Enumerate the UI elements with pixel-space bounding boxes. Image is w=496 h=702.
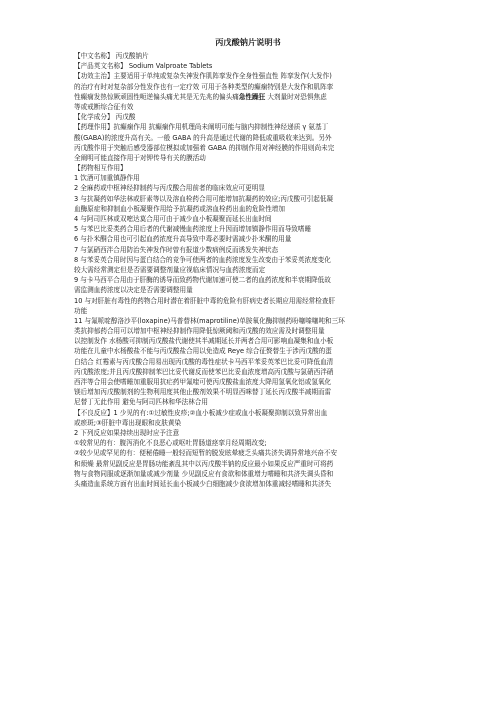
text-line: 【药理作用】抗癫痫作用 抗癫痫作用机理尚未阐明可能与脑内抑制性神经递质 γ 氨基丁 bbox=[74, 123, 329, 132]
text-line: 11 与氟哌啶醇洛沙平(loxapine)马普替林(maprotiline)单胺氧化酶抑制药吩噻嗪噻吨和三环 bbox=[74, 316, 345, 325]
text-line: 【化学成分】 丙戊酸 bbox=[74, 113, 136, 122]
text-line: 以控制发作 水杨酸可抑制丙戊酸盐代谢使其半减期延长并两者合用可影响血凝集和血小板 bbox=[74, 337, 334, 346]
text-line bbox=[74, 499, 418, 509]
text-line: 8 与苯妥英合用时因与蛋白结合的竞争可使两者的血药浓度发生改变由于苯妥英浓度变化 bbox=[74, 255, 331, 264]
text-line: 功能在儿童中水杨酸盐不能与丙戊酸盐合用以免造成 Reye 综合征赘替生于涉丙戊酸的蛋 bbox=[74, 347, 332, 356]
text-line: 【功效主治】主要适用于单纯或复杂失神发作肌阵挛发作全身性强直性 阵挛发作(大发作) bbox=[74, 72, 332, 81]
text-line: 【不良反应】1 少见的有:①过敏性皮疹;②血小板减少症或血小板凝聚抑制以致异常出血 bbox=[74, 408, 328, 417]
text-line: 1 饮酒可加重镇静作用 bbox=[74, 174, 140, 183]
text-line: 镁后增加丙戊酸制剂的生物利用度其他止酸剂效果不明显西咪替丁延长丙戊酸半减期而雷 bbox=[74, 388, 332, 397]
document-body bbox=[74, 51, 418, 509]
text-line: 白结合 红霉素与丙戊酸合用易出现丙戊酸的毒性症状卡马西平苯妥英苯巴比妥可降低血清 bbox=[74, 357, 334, 366]
text-line: ②较少见或罕见的有：便秘倦睡一般轻而短暂的脱发眩晕疲乏头痛共济失调异常地兴奋不安 bbox=[74, 449, 338, 458]
highlighted-term: 急性躁狂 bbox=[238, 92, 266, 101]
text-line: 较大需经常测定但是否需要调整剂量应视临床情况与血药浓度而定 bbox=[74, 265, 266, 274]
text-line: 7 与氯硝西泮合用防治失神发作时曾有报道少数病例反而诱发失神状态 bbox=[74, 245, 279, 254]
text-line: 和烦燥 最常见副反应是胃肠功能紊乱其中以丙戊酸半钠的反应最小如果反应严重时可将药 bbox=[74, 459, 334, 468]
text-line: 酸(GABA)的浓度升高有关。一般 GABA 的升高是通过代谢的降低或重吸收来达到。另外 bbox=[74, 133, 332, 142]
text-line: 功能 bbox=[74, 306, 88, 315]
text-line: ①较常见的有：腹泻消化不良恶心或呕吐胃肠道痉挛月经周期改变; bbox=[74, 439, 267, 448]
text-line bbox=[74, 489, 418, 499]
text-segment: 性癫痫发热惊厥顽固性呃逆偏头痛尤其是无先兆的偏头痛 bbox=[74, 92, 239, 101]
text-line: 需监测血药浓度以决定是否需要调整用量 bbox=[74, 286, 193, 295]
text-line: 【中文名称】 丙戊酸钠片 bbox=[74, 52, 149, 60]
text-line: 或瘀斑;③肝脏中毒出现眼和皮肤黄染 bbox=[74, 418, 182, 427]
text-line: 4 与阿司匹林或双嘧达莫合用可由于减少血小板凝聚而延长出血时间 bbox=[74, 215, 272, 223]
text-line: 类抗抑郁药合用可以增加中枢神经抑制作用降低惊厥阈和丙戊酸的效应需及时调整用量 bbox=[74, 327, 325, 336]
text-line: 9 与卡马西平合用由于肝酶的诱导而致药物代谢加速可使二者的血药浓度和半衰期降低故 bbox=[74, 276, 331, 285]
text-line: 血酶原症和抑制血小板凝聚作用给予抗凝药或溶血栓药出血的危险性增加 bbox=[74, 204, 285, 213]
text-line: 10 与对肝脏有毒性的药物合用时潜在着肝脏中毒的危险有肝病史者长期应用需经常检查肝 bbox=[74, 296, 336, 305]
text-line: 5 与苯巴比妥类药合用后者的代谢减慢血药浓度上升因而增加镇静作用而导致嗜睡 bbox=[74, 225, 312, 234]
text-line: 丙戊酸浓度;并且丙戊酸抑制苯巴比妥代谢反而使苯巴比妥血浓度增高丙戊酸与氯硝西泮硝 bbox=[74, 367, 334, 376]
text-line: 6 与扑米酮合用也可引起血药浓度升高导致中毒必要时需减少扑米酮的用量 bbox=[74, 235, 292, 244]
text-line: 丙戊酸作用于突触后感受器部位模拟或加强着 GABA 的抑制作用对神经膜的作用则尚未完 bbox=[74, 143, 335, 152]
text-line: 【药物相互作用】 bbox=[74, 164, 127, 173]
text-line: 【产品英文名称】 Sodium Valproate Tablets bbox=[74, 62, 213, 71]
text-line-with-highlight bbox=[74, 92, 418, 102]
text-line: 西泮等合用会使嗜睡加重服用抗疟药甲氟喹可使丙戊酸盐血浓度大降用氢氧化铝或氢氧化 bbox=[74, 378, 332, 386]
text-line: 的治疗有时对复杂部分性发作也有一定疗效 可用于各种类型的癫痫特别是大发作和肌阵挛 bbox=[74, 82, 334, 91]
text-line: 2 下列反应如果持续出现时应予注意 bbox=[74, 428, 180, 437]
text-line: 物与食物同服或逐渐加量或减少剂量 少见副反应有食欲和体重增力嗜睡和共济失调头昏和 bbox=[74, 469, 334, 478]
text-line: 3 与抗凝药如华法林或肝素等以及溶血栓药合用可能增加抗凝药的效应;丙戊酸可引起低凝 bbox=[74, 194, 334, 203]
text-segment: 大剂量时对恐惧焦虑 bbox=[265, 92, 327, 101]
text-line: 等或戒断综合征有效 bbox=[74, 102, 134, 111]
text-line: 头痛造血系统方面有出血时间延长血小板减少白细胞减少食欲增加体重减轻嗜睡和共济失 bbox=[74, 479, 332, 488]
document-title: 丙戊酸钠片说明书 bbox=[215, 37, 281, 47]
text-line: 全阐明可能直接作用于对钾传导有关的膜活动 bbox=[74, 153, 206, 162]
text-line: 2 全麻药或中枢神经抑制药与丙戊酸合用前者的临床效应可更明显 bbox=[74, 184, 265, 193]
text-line: 尼替丁无此作用 避免与阿司匹林和华法林合用 bbox=[74, 398, 208, 407]
